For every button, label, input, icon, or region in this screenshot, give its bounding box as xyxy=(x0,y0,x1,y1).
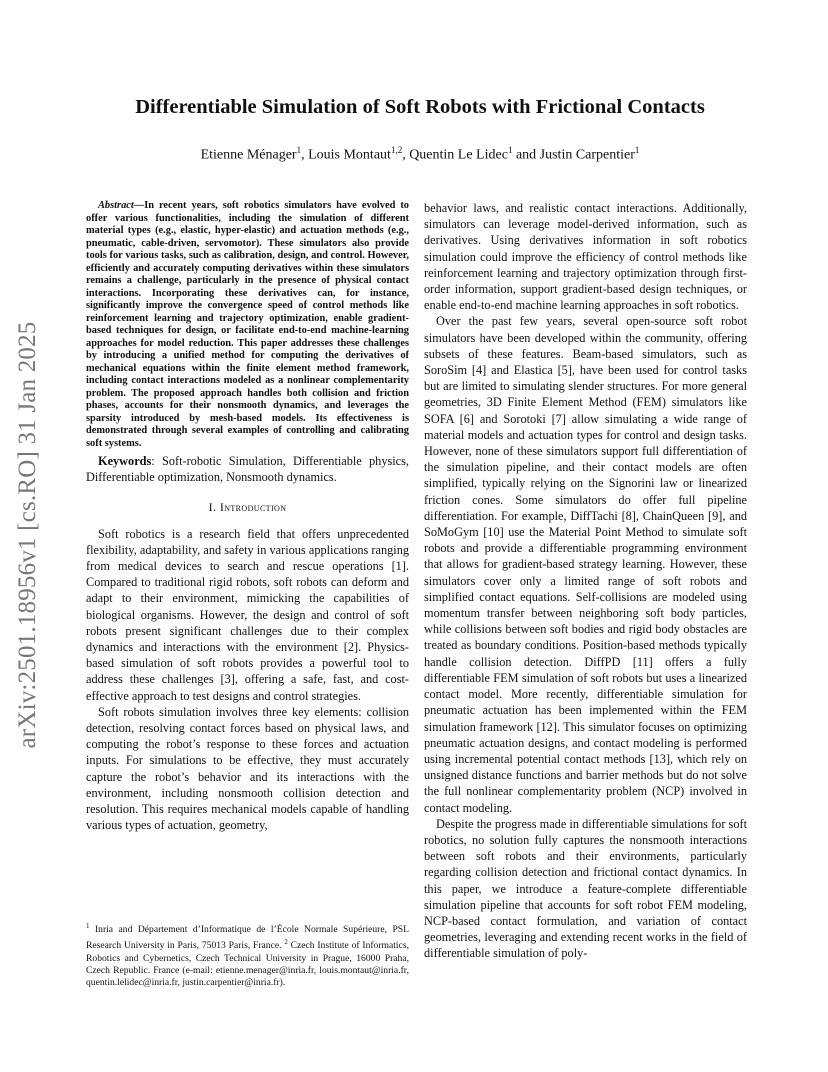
author-name: Etienne Ménager xyxy=(200,147,297,163)
section-title: Introduction xyxy=(219,500,287,515)
body-paragraph: Over the past few years, several open-source soft robot simulators have been developed within the community, offering subsets of these features. Beam-based simulators, such as SoroSim [4] and Elastica [5], have been used for control tasks but are limited to simulating slender structures. For more general geometries, 3D Finite Element Method (FEM) simulators like SOFA [6] and Sorotoki [7] allow simulating a wide range of material models and actuation types for control and design tasks. However, none of these simulators support full differentiation of the simulation pipeline, and their contact models are often simplified, typically relying on the Signorini law or linearized friction cones. Some simulators do offer full pipeline differentiation. For example, DiffTachi [8], ChainQueen [9], and SoMoGym [10] use the Material Point Method to simulate soft robots and provide a differentiable programming environment that allows for gradient-based strategy learning. However, these simulators cover only a limited range of soft robots and simplified contact equations. Self-collisions are modeled using momentum transfer between neighboring soft body particles, while collisions between soft bodies and rigid body obstacles are treated as boundary conditions. Position-based methods typically handle collision detection. DiffPD [11] offers a fully differentiable FEM simulation of soft robots but uses a linearized contact model. More recently, differentiable simulation for pneumatic actuation has been implemented within the FEM simulation framework [12]. This simulator focuses on optimizing pneumatic actuation designs, and contact modeling is performed using incremental potential contact methods [13], which rely on unsigned distance functions and barrier methods but do not solve the full nonlinear complementarity problem (NCP) involved in contact modeling. xyxy=(424,314,747,815)
author-separator: , xyxy=(301,147,309,163)
affiliation-footnote xyxy=(86,920,409,989)
abstract-text: —In recent years, soft robotics simulators have evolved to offer various functionalities, including the simulation of different material types (e.g., elastic, hyper-elastic) and actuation methods (e.g., pneumatic, cable-driven, servomotor). These simulators also provide tools for various tasks, such as calibration, design, and control. However, efficiently and accurately computing derivatives within these simulators remains a challenge, particularly in the presence of physical contact interactions. Incorporating these derivatives can, for instance, significantly improve the convergence speed of control methods like reinforcement learning and trajectory optimization, enable gradient-based techniques for design, or facilitate end-to-end machine-learning approaches for model reduction. This paper addresses these challenges by introducing a unified method for computing the derivatives of mechanical equations within the finite element method framework, including contact interactions modeled as a nonlinear complementarity problem. The proposed approach handles both collision and friction phases, accounts for their nonsmooth dynamics, and leverages the sparsity introduced by mesh-based models. Its effectiveness is demonstrated through several examples of controlling and calibrating soft systems. xyxy=(86,200,409,449)
keywords-text: : Soft-robotic Simulation, Differentiable physics, Differentiable optimization, Nonsmooth dynamics. xyxy=(86,454,409,485)
paper-title: Differentiable Simulation of Soft Robots with Frictional Contacts xyxy=(135,96,705,118)
author-name: Quentin Le Lidec xyxy=(409,147,508,163)
body-paragraph: Despite the progress made in differentiable simulations for soft robotics, no solution fully captures the nonsmooth interactions between soft robots and their environments, particularly regarding collision detection and frictional contact dynamics. In this paper, we introduce a feature-complete differentiable simulation pipeline that accounts for soft robot FEM modeling, NCP-based contact formulation, and variation of contact geometries, leveraging and extending recent works in the field of differentiable simulation of poly- xyxy=(424,816,747,961)
author-affiliation: 1 xyxy=(296,145,302,155)
author-affiliation: 1,2 xyxy=(390,145,403,155)
author-name: Justin Carpentier xyxy=(539,147,635,163)
keywords xyxy=(86,453,409,485)
footnote-text: Czech Institute of Informatics, Robotics and Cybernetics, Czech Technical University in Prague, 16000 Praha, Czech Republic. France (e-mail: etienne.menager@inria.fr, louis.montaut@inria.fr, quentin.lelidec@inria.fr, justin.carpentier@inria.fr). xyxy=(86,940,409,989)
footnote-mark: 2 xyxy=(284,938,288,947)
right-column xyxy=(424,200,747,962)
body-paragraph: behavior laws, and realistic contact interactions. Additionally, simulators can leverage model-derived information, such as derivatives. Using derivatives information in soft robotics simulation could improve the efficiency of control methods like reinforcement learning and trajectory optimization through first-order information, support gradient-based design techniques, or enable end-to-end machine learning approaches in soft robotics. xyxy=(424,201,747,313)
author-name: Louis Montaut xyxy=(308,147,391,163)
section-number: I. xyxy=(208,500,220,515)
author-affiliation: 1 xyxy=(634,145,640,155)
section-heading-introduction xyxy=(86,499,409,515)
body-paragraph: Soft robotics is a research field that offers unprecedented flexibility, adaptability, and safety in various applications ranging from medical devices to search and rescue operations [1]. Compared to traditional rigid robots, soft robots can deform and adapt to their environment, mimicking the capabilities of biological organisms. However, the design and control of soft robots present significant challenges due to their complex dynamics and interactions with the environment [2]. Physics-based simulation of soft robots provides a powerful tool to address these challenges [3], offering a safe, fast, and cost-effective approach to test designs and control strategies. xyxy=(86,526,409,703)
body-paragraph: Soft robots simulation involves three key elements: collision detection, resolving contact forces based on physical laws, and computing the robot’s response to these forces and actuation inputs. For simulations to be effective, they must accurately capture the robot’s behavior and its interactions with the environment, including nonsmooth collision detection and resolution. This requires mechanical models capable of handling various types of actuation, geometry, xyxy=(86,704,409,833)
author-list xyxy=(60,145,780,164)
left-column xyxy=(86,200,409,833)
author-separator: , xyxy=(402,147,410,163)
arxiv-identifier-text: arXiv:2501.18956v1 [cs.RO] 31 Jan 2025 xyxy=(14,321,41,749)
footnote-text: Inria and Département d’Informatique de l’École Normale Supérieure, PSL Research University in Paris, 75013 Paris, France. xyxy=(86,924,409,952)
author-separator: and xyxy=(512,147,540,163)
abstract-label: Abstract xyxy=(98,200,134,211)
arxiv-identifier xyxy=(8,300,48,770)
keywords-label: Keywords xyxy=(98,454,152,468)
abstract xyxy=(86,200,409,450)
footnote-mark: 1 xyxy=(86,922,90,930)
author-affiliation: 1 xyxy=(507,145,513,155)
